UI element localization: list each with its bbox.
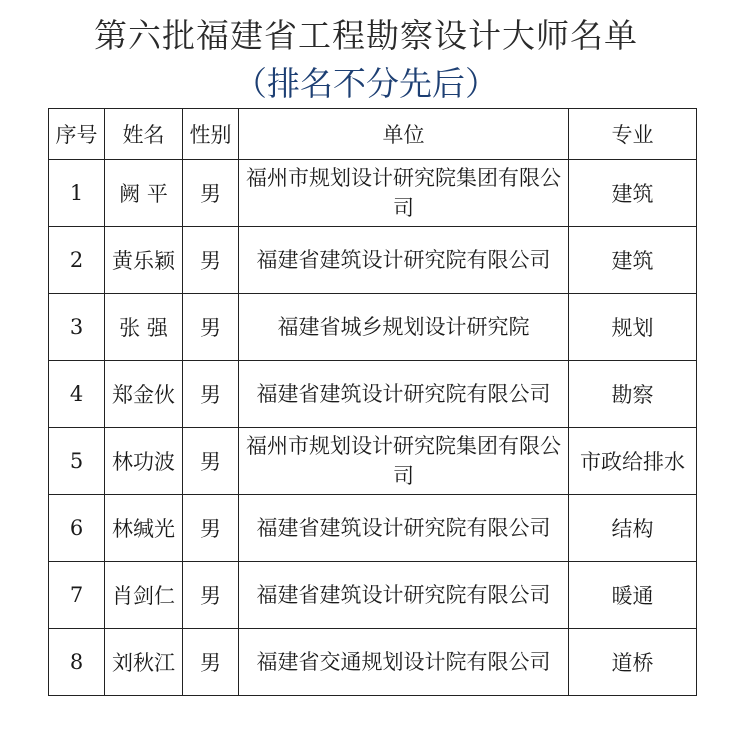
cell-unit: 福建省建筑设计研究院有限公司 bbox=[239, 361, 569, 428]
cell-number: 1 bbox=[49, 160, 105, 227]
masters-table bbox=[48, 108, 697, 696]
cell-number: 5 bbox=[49, 428, 105, 495]
cell-number: 3 bbox=[49, 294, 105, 361]
table-header-row bbox=[49, 109, 697, 160]
cell-name: 肖剑仁 bbox=[105, 562, 183, 629]
cell-gender: 男 bbox=[183, 361, 239, 428]
table-row bbox=[49, 495, 697, 562]
column-header-name: 姓名 bbox=[105, 109, 183, 160]
cell-major: 暖通 bbox=[569, 562, 697, 629]
cell-name: 黄乐颖 bbox=[105, 227, 183, 294]
cell-name: 林缄光 bbox=[105, 495, 183, 562]
cell-major: 勘察 bbox=[569, 361, 697, 428]
cell-name: 郑金伙 bbox=[105, 361, 183, 428]
cell-major: 道桥 bbox=[569, 629, 697, 696]
cell-unit: 福州市规划设计研究院集团有限公司 bbox=[239, 428, 569, 495]
cell-major: 建筑 bbox=[569, 160, 697, 227]
cell-major: 结构 bbox=[569, 495, 697, 562]
cell-number: 4 bbox=[49, 361, 105, 428]
page-subtitle: （排名不分先后） bbox=[234, 64, 498, 103]
cell-unit: 福建省建筑设计研究院有限公司 bbox=[239, 495, 569, 562]
cell-number: 8 bbox=[49, 629, 105, 696]
cell-name: 张 强 bbox=[105, 294, 183, 361]
cell-gender: 男 bbox=[183, 160, 239, 227]
cell-gender: 男 bbox=[183, 495, 239, 562]
table-row bbox=[49, 227, 697, 294]
cell-gender: 男 bbox=[183, 562, 239, 629]
cell-unit: 福建省城乡规划设计研究院 bbox=[239, 294, 569, 361]
cell-gender: 男 bbox=[183, 629, 239, 696]
cell-unit: 福州市规划设计研究院集团有限公司 bbox=[239, 160, 569, 227]
table-row bbox=[49, 361, 697, 428]
cell-number: 7 bbox=[49, 562, 105, 629]
table-row bbox=[49, 160, 697, 227]
cell-name: 林功波 bbox=[105, 428, 183, 495]
table-row bbox=[49, 428, 697, 495]
cell-unit: 福建省交通规划设计院有限公司 bbox=[239, 629, 569, 696]
cell-number: 2 bbox=[49, 227, 105, 294]
column-header-unit: 单位 bbox=[239, 109, 569, 160]
cell-number: 6 bbox=[49, 495, 105, 562]
cell-gender: 男 bbox=[183, 294, 239, 361]
column-header-gender: 性别 bbox=[183, 109, 239, 160]
cell-major: 建筑 bbox=[569, 227, 697, 294]
column-header-number: 序号 bbox=[49, 109, 105, 160]
cell-gender: 男 bbox=[183, 227, 239, 294]
table-row bbox=[49, 629, 697, 696]
cell-unit: 福建省建筑设计研究院有限公司 bbox=[239, 227, 569, 294]
cell-name: 阙 平 bbox=[105, 160, 183, 227]
page-title: 第六批福建省工程勘察设计大师名单 bbox=[94, 16, 638, 55]
column-header-major: 专业 bbox=[569, 109, 697, 160]
cell-gender: 男 bbox=[183, 428, 239, 495]
cell-unit: 福建省建筑设计研究院有限公司 bbox=[239, 562, 569, 629]
cell-name: 刘秋江 bbox=[105, 629, 183, 696]
cell-major: 市政给排水 bbox=[569, 428, 697, 495]
table-row bbox=[49, 562, 697, 629]
table-row bbox=[49, 294, 697, 361]
cell-major: 规划 bbox=[569, 294, 697, 361]
